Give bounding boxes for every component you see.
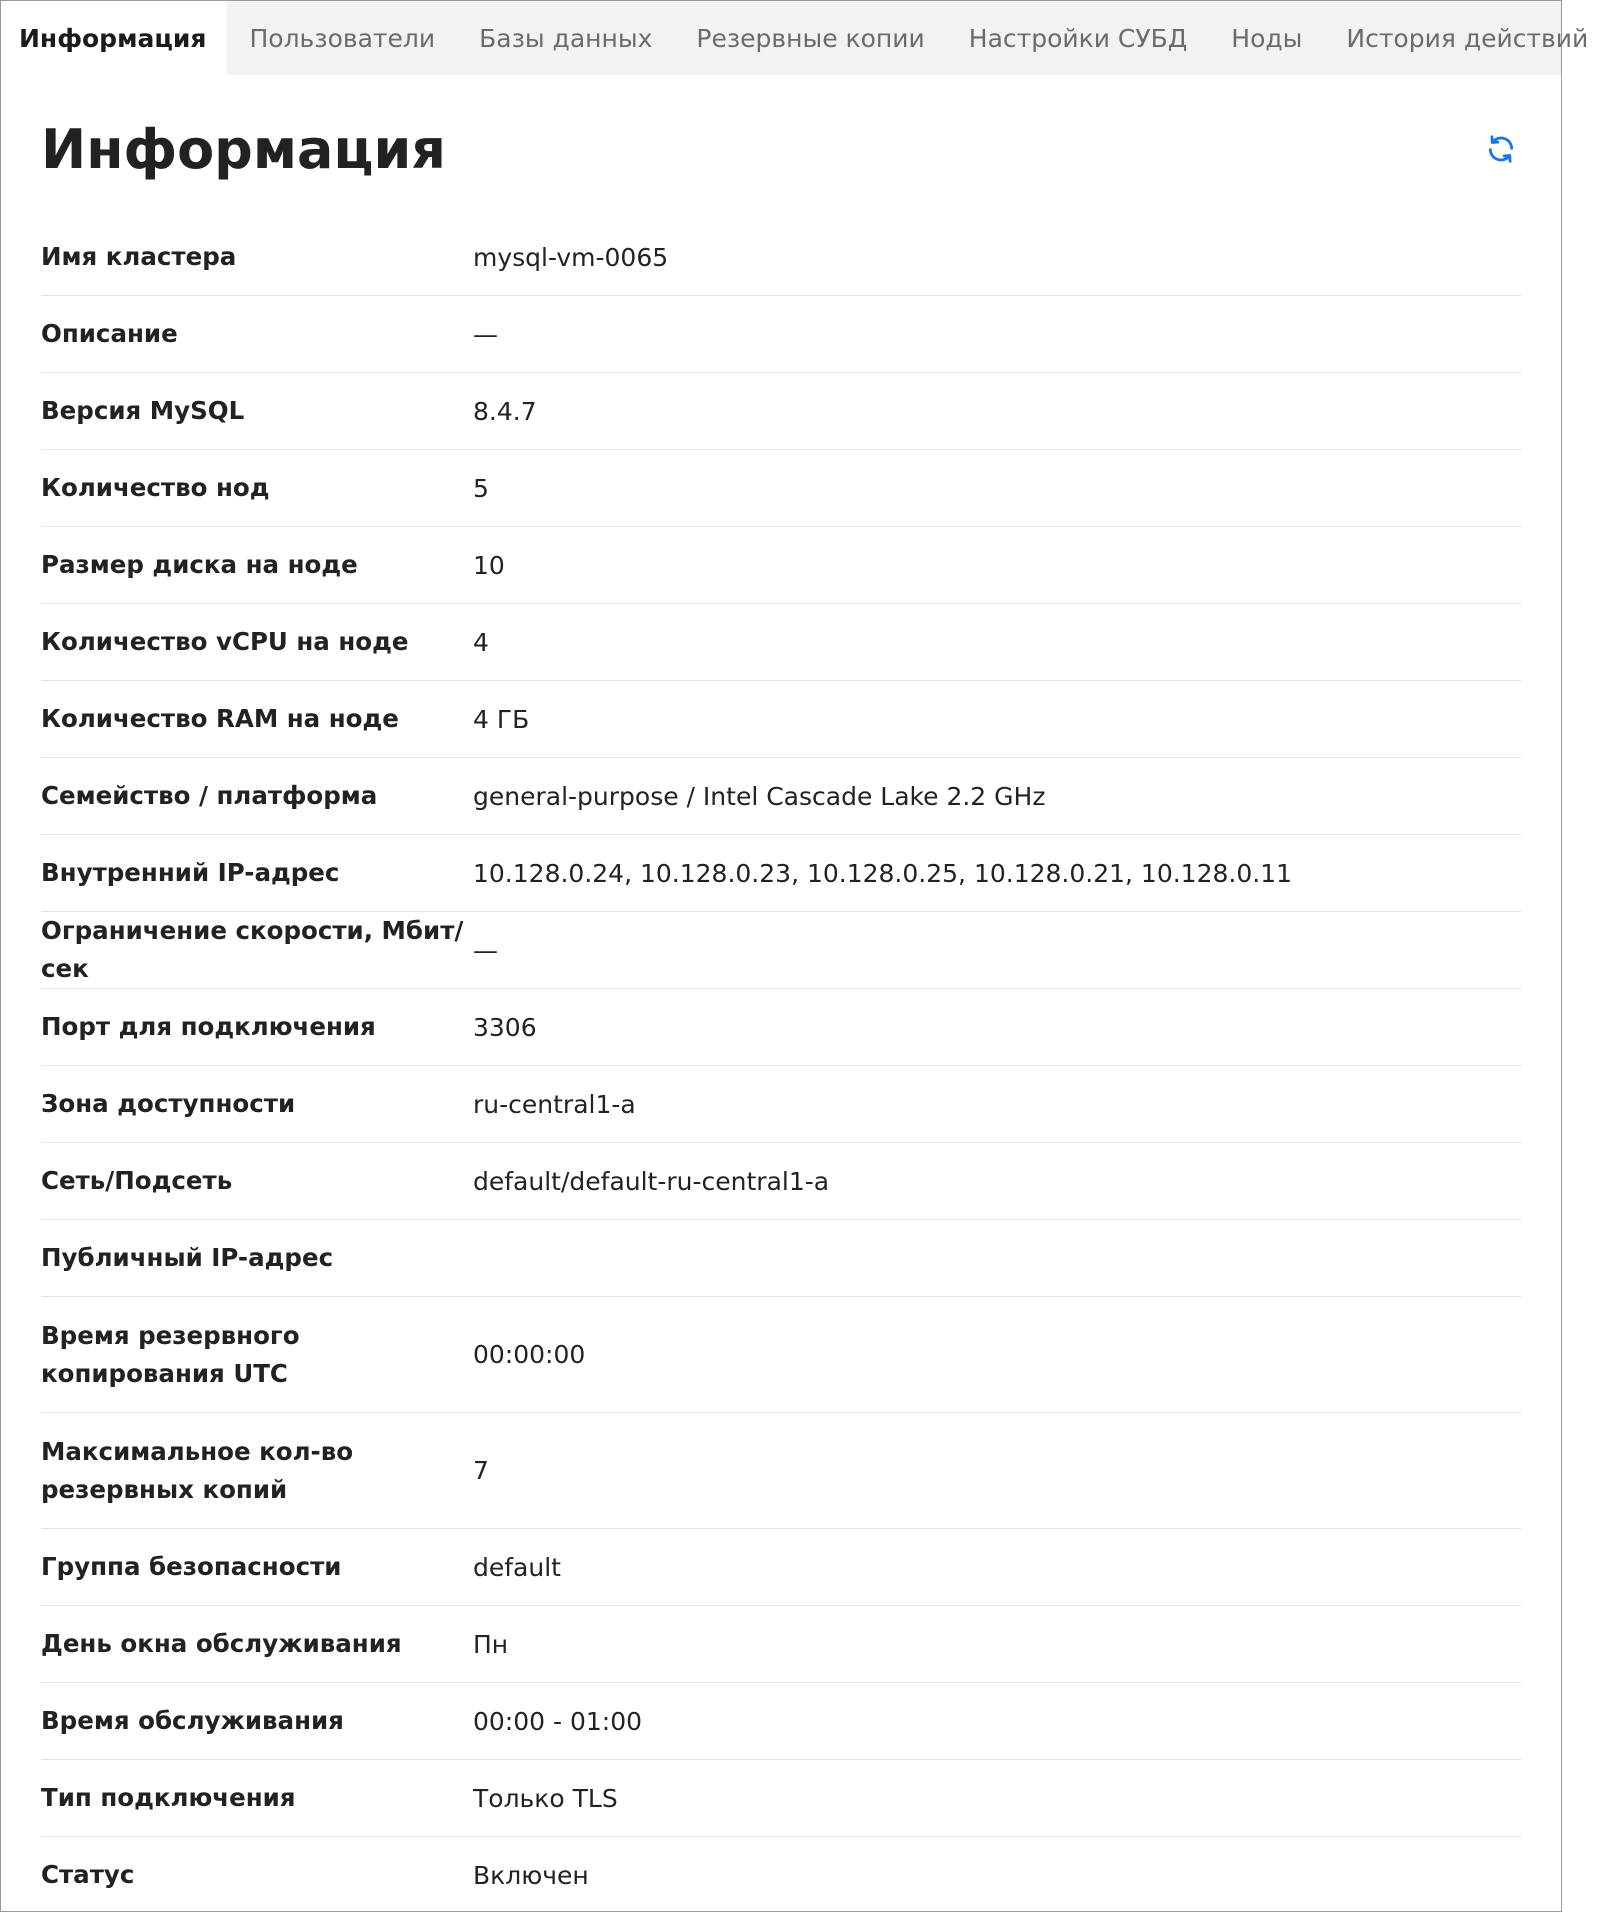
row-value: — (473, 319, 498, 349)
row-label: Группа безопасности (41, 1552, 342, 1581)
row-value: Включен (473, 1860, 589, 1890)
tab-databases[interactable]: Базы данных (479, 23, 653, 53)
info-row-node-count (41, 450, 1521, 527)
page-header (41, 75, 1521, 219)
row-value: 10.128.0.24, 10.128.0.23, 10.128.0.25, 10.128.0.21, 10.128.0.11 (473, 858, 1293, 888)
row-value: ru-central1-a (473, 1089, 636, 1119)
tab-dbms-settings[interactable]: Настройки СУБД (968, 23, 1188, 53)
info-row-maintenance-time (41, 1683, 1521, 1760)
info-row-maintenance-day (41, 1606, 1521, 1683)
row-label: Имя кластера (41, 242, 237, 271)
row-label: Ограничение скорости, Мбит/сек (41, 916, 464, 983)
tab-info[interactable]: Информация (1, 1, 227, 75)
row-label: Статус (41, 1860, 135, 1889)
info-row-backup-time (41, 1297, 1521, 1413)
row-label: Публичный IP-адрес (41, 1243, 334, 1272)
row-value: 00:00 - 01:00 (473, 1706, 643, 1736)
info-row-vcpu (41, 604, 1521, 681)
info-row-network (41, 1143, 1521, 1220)
row-label: Семейство / платформа (41, 781, 378, 810)
page-title: Информация (41, 118, 446, 181)
row-value: 8.4.7 (473, 396, 537, 426)
info-row-internal-ip (41, 835, 1521, 912)
row-label: Количество нод (41, 473, 270, 502)
row-value: 7 (473, 1456, 489, 1485)
info-row-security-group (41, 1529, 1521, 1606)
row-label: Описание (41, 319, 178, 348)
row-value: default (473, 1552, 561, 1582)
row-value: 3306 (473, 1012, 537, 1042)
info-row-max-backups (41, 1413, 1521, 1529)
tab-backups[interactable]: Резервные копии (696, 23, 925, 53)
row-label: Сеть/Подсеть (41, 1166, 233, 1195)
row-value: default/default-ru-central1-a (473, 1166, 830, 1196)
row-label: Версия MySQL (41, 396, 245, 425)
tab-nodes[interactable]: Ноды (1231, 23, 1303, 53)
row-label: Количество RAM на ноде (41, 704, 399, 733)
info-row-connection-type (41, 1760, 1521, 1837)
tab-bar (1, 1, 1589, 75)
info-row-cluster-name (41, 219, 1521, 296)
row-value: 5 (473, 473, 489, 503)
info-row-port (41, 989, 1521, 1066)
tab-users[interactable]: Пользователи (249, 23, 436, 53)
info-row-status (41, 1837, 1521, 1913)
row-label: Внутренний IP-адрес (41, 858, 340, 887)
row-label: Время обслуживания (41, 1706, 344, 1735)
row-label: Размер диска на ноде (41, 550, 358, 579)
row-label: Порт для подключения (41, 1012, 376, 1041)
row-label: Зона доступности (41, 1089, 296, 1118)
info-row-speed-limit (41, 912, 1521, 989)
refresh-icon (1485, 133, 1517, 165)
row-label: Максимальное кол-во резервных копий (41, 1436, 354, 1504)
row-label: Количество vCPU на ноде (41, 627, 409, 656)
main-content (1, 75, 1561, 1913)
row-value: — (473, 935, 498, 965)
row-label: Время резервного копирования UTC (41, 1320, 300, 1388)
info-row-ram (41, 681, 1521, 758)
row-value: 4 (473, 627, 489, 657)
row-value: 00:00:00 (473, 1340, 586, 1369)
info-row-description (41, 296, 1521, 373)
info-row-platform (41, 758, 1521, 835)
row-value: Только TLS (473, 1783, 618, 1813)
cluster-info-list (41, 219, 1521, 1913)
row-value: Пн (473, 1629, 509, 1659)
row-value: general-purpose / Intel Cascade Lake 2.2 GHz (473, 781, 1046, 811)
info-row-mysql-version (41, 373, 1521, 450)
refresh-button[interactable] (1485, 133, 1517, 165)
info-row-disk-size (41, 527, 1521, 604)
row-value: 10 (473, 550, 505, 580)
row-value: 4 ГБ (473, 704, 530, 734)
info-row-zone (41, 1066, 1521, 1143)
info-row-public-ip (41, 1220, 1521, 1297)
tab-action-history[interactable]: История действий (1346, 23, 1589, 53)
row-value: mysql-vm-0065 (473, 242, 669, 272)
row-label: День окна обслуживания (41, 1629, 402, 1658)
row-label: Тип подключения (41, 1783, 296, 1812)
